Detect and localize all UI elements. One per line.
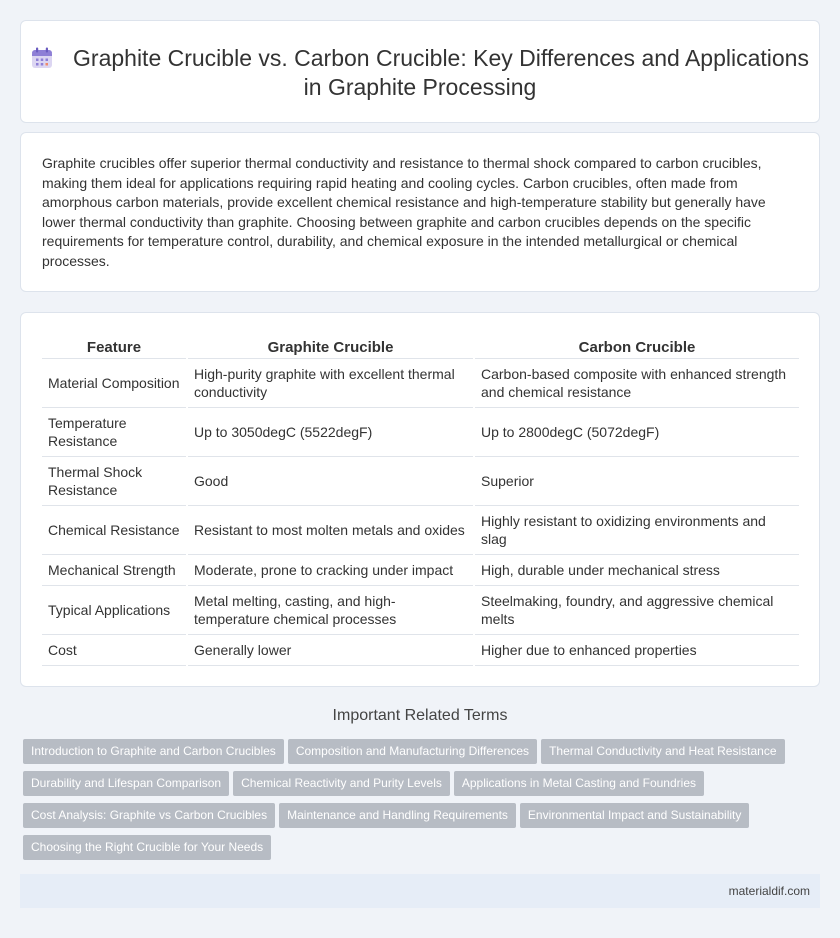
table-row — [42, 505, 799, 554]
title-card — [20, 20, 820, 123]
related-term-tag[interactable]: Thermal Conductivity and Heat Resistance — [541, 739, 784, 764]
feature-cell: Typical Applications — [42, 585, 187, 634]
related-term-tag[interactable]: Applications in Metal Casting and Foundries — [454, 771, 704, 796]
intro-paragraph: Graphite crucibles offer superior thermal conductivity and resistance to thermal shock compared to carbon crucibles, making them ideal for applications requiring rapid heating and cooling cycles. Carbon crucibles, often made from amorphous carbon materials, provide excellent chemical resistance and high-temperature stability but generally have lower thermal conductivity than graphite. Choosing between graphite and carbon crucibles depends on the specific requirements for temperature control, durability, and chemical exposure in the intended metallurgical or chemical processes. — [42, 155, 766, 269]
related-term-tag[interactable]: Choosing the Right Crucible for Your Needs — [23, 835, 271, 860]
footer — [20, 874, 820, 908]
calendar-icon — [31, 47, 53, 69]
table-row — [42, 456, 799, 505]
table-row — [42, 585, 799, 634]
page-title: Graphite Crucible vs. Carbon Crucible: Key Differences and Applications in Graphite Processing — [73, 45, 809, 100]
carbon-cell: High, durable under mechanical stress — [474, 554, 799, 585]
table-row — [42, 358, 799, 407]
related-terms-list — [23, 739, 803, 867]
feature-cell: Thermal Shock Resistance — [42, 456, 187, 505]
graphite-cell: Good — [187, 456, 474, 505]
header-graphite: Graphite Crucible — [187, 333, 474, 358]
related-terms-title: Important Related Terms — [332, 707, 508, 724]
carbon-cell: Up to 2800degC (5072degF) — [474, 407, 799, 456]
table-row — [42, 634, 799, 665]
related-term-tag[interactable]: Environmental Impact and Sustainability — [520, 803, 749, 828]
comparison-table — [42, 333, 799, 666]
intro-card — [20, 132, 820, 292]
graphite-cell: Metal melting, casting, and high-temperature chemical processes — [187, 585, 474, 634]
site-name[interactable]: materialdif.com — [728, 884, 810, 898]
carbon-cell: Steelmaking, foundry, and aggressive chemical melts — [474, 585, 799, 634]
feature-cell: Mechanical Strength — [42, 554, 187, 585]
carbon-cell: Higher due to enhanced properties — [474, 634, 799, 665]
table-row — [42, 554, 799, 585]
feature-cell: Material Composition — [42, 358, 187, 407]
graphite-cell: Moderate, prone to cracking under impact — [187, 554, 474, 585]
table-header-row — [42, 333, 799, 358]
related-term-tag[interactable]: Cost Analysis: Graphite vs Carbon Crucibles — [23, 803, 275, 828]
page-title-wrap — [21, 44, 819, 102]
graphite-cell: Up to 3050degC (5522degF) — [187, 407, 474, 456]
graphite-cell: Resistant to most molten metals and oxides — [187, 505, 474, 554]
related-term-tag[interactable]: Composition and Manufacturing Differences — [288, 739, 537, 764]
graphite-cell: Generally lower — [187, 634, 474, 665]
carbon-cell: Highly resistant to oxidizing environments and slag — [474, 505, 799, 554]
related-term-tag[interactable]: Introduction to Graphite and Carbon Crucibles — [23, 739, 284, 764]
carbon-cell: Superior — [474, 456, 799, 505]
related-term-tag[interactable]: Maintenance and Handling Requirements — [279, 803, 516, 828]
related-term-tag[interactable]: Durability and Lifespan Comparison — [23, 771, 229, 796]
graphite-cell: High-purity graphite with excellent thermal conductivity — [187, 358, 474, 407]
header-feature: Feature — [42, 333, 187, 358]
feature-cell: Chemical Resistance — [42, 505, 187, 554]
feature-cell: Temperature Resistance — [42, 407, 187, 456]
comparison-card — [20, 312, 820, 687]
carbon-cell: Carbon-based composite with enhanced strength and chemical resistance — [474, 358, 799, 407]
header-carbon: Carbon Crucible — [474, 333, 799, 358]
related-term-tag[interactable]: Chemical Reactivity and Purity Levels — [233, 771, 450, 796]
feature-cell: Cost — [42, 634, 187, 665]
table-row — [42, 407, 799, 456]
